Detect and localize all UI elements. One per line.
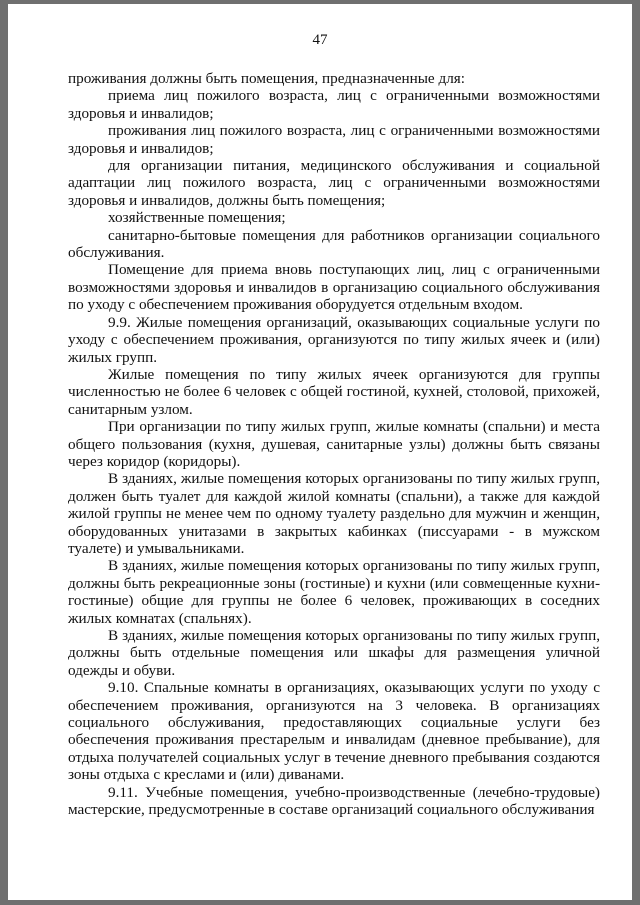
paragraph: Помещение для приема вновь поступающих лиц, лиц с ограниченными возможностями здоровья и инвалидов в организацию социального обслуживания по уходу с обеспечением проживания оборудуется отдельным входом.: [68, 261, 600, 314]
paragraph: 9.9. Жилые помещения организаций, оказывающих социальные услуги по уходу с обеспечением проживания, организуются по типу жилых ячеек и (или) жилых групп.: [68, 313, 600, 366]
paragraph: 9.10. Спальные комнаты в организациях, оказывающих услуги по уходу с обеспечением проживания, организуются на 3 человека. В организациях социального обслуживания, предоставляющих социальные услуги без обеспечения проживания престарелым и инвалидам (дневное пребывание), для отдыха получателей социальных услуг в течение дневного пребывания создаются зоны отдыха с креслами и (или) диванами.: [68, 679, 600, 784]
paragraph: В зданиях, жилые помещения которых организованы по типу жилых групп, должны быть отдельные помещения или шкафы для размещения уличной одежды и обуви.: [68, 627, 600, 679]
paragraph: хозяйственные помещения;: [108, 209, 286, 227]
paragraph: санитарно-бытовые помещения для работников организации социального обслуживания.: [68, 226, 600, 262]
paragraph: Жилые помещения по типу жилых ячеек организуются для группы численностью не более 6 человек с общей гостиной, кухней, столовой, прихожей, санитарным узлом.: [68, 365, 600, 418]
paragraph: В зданиях, жилые помещения которых организованы по типу жилых групп, должен быть туалет для каждой жилой комнаты (спальни), а также для каждой жилой группы не менее чем по одному туалету раздельно для мужчин и женщин, оборудованных унитазами в закрытых кабинках (писсуарами - в мужском туалете) и умывальниками.: [68, 470, 600, 557]
document-page: [8, 4, 632, 900]
page-number: 47: [312, 32, 328, 48]
paragraph: В зданиях, жилые помещения которых организованы по типу жилых групп, должны быть рекреационные зоны (гостиные) и кухни (или совмещенные кухни-гостиные) общие для группы не более 6 человек, проживающих в соседних жилых комнатах (спальнях).: [68, 557, 600, 627]
paragraph: приема лиц пожилого возраста, лиц с ограниченными возможностями здоровья и инвалидов;: [68, 87, 600, 122]
body-text: [68, 70, 600, 818]
paragraph: При организации по типу жилых групп, жилые комнаты (спальни) и места общего пользования (кухня, душевая, санитарные узлы) должны быть связаны через коридор (коридоры).: [68, 418, 600, 470]
paragraph: для организации питания, медицинского обслуживания и социальной адаптации лиц пожилого возраста, лиц с ограниченными возможностями здоровья и инвалидов, должны быть помещения;: [68, 157, 600, 209]
paragraph: 9.11. Учебные помещения, учебно-производственные (лечебно-трудовые) мастерские, предусмотренные в составе организаций социального обслуживания: [68, 783, 600, 819]
paragraph: проживания должны быть помещения, предназначенные для:: [68, 70, 465, 87]
paragraph: проживания лиц пожилого возраста, лиц с ограниченными возможностями здоровья и инвалидов;: [68, 122, 600, 157]
